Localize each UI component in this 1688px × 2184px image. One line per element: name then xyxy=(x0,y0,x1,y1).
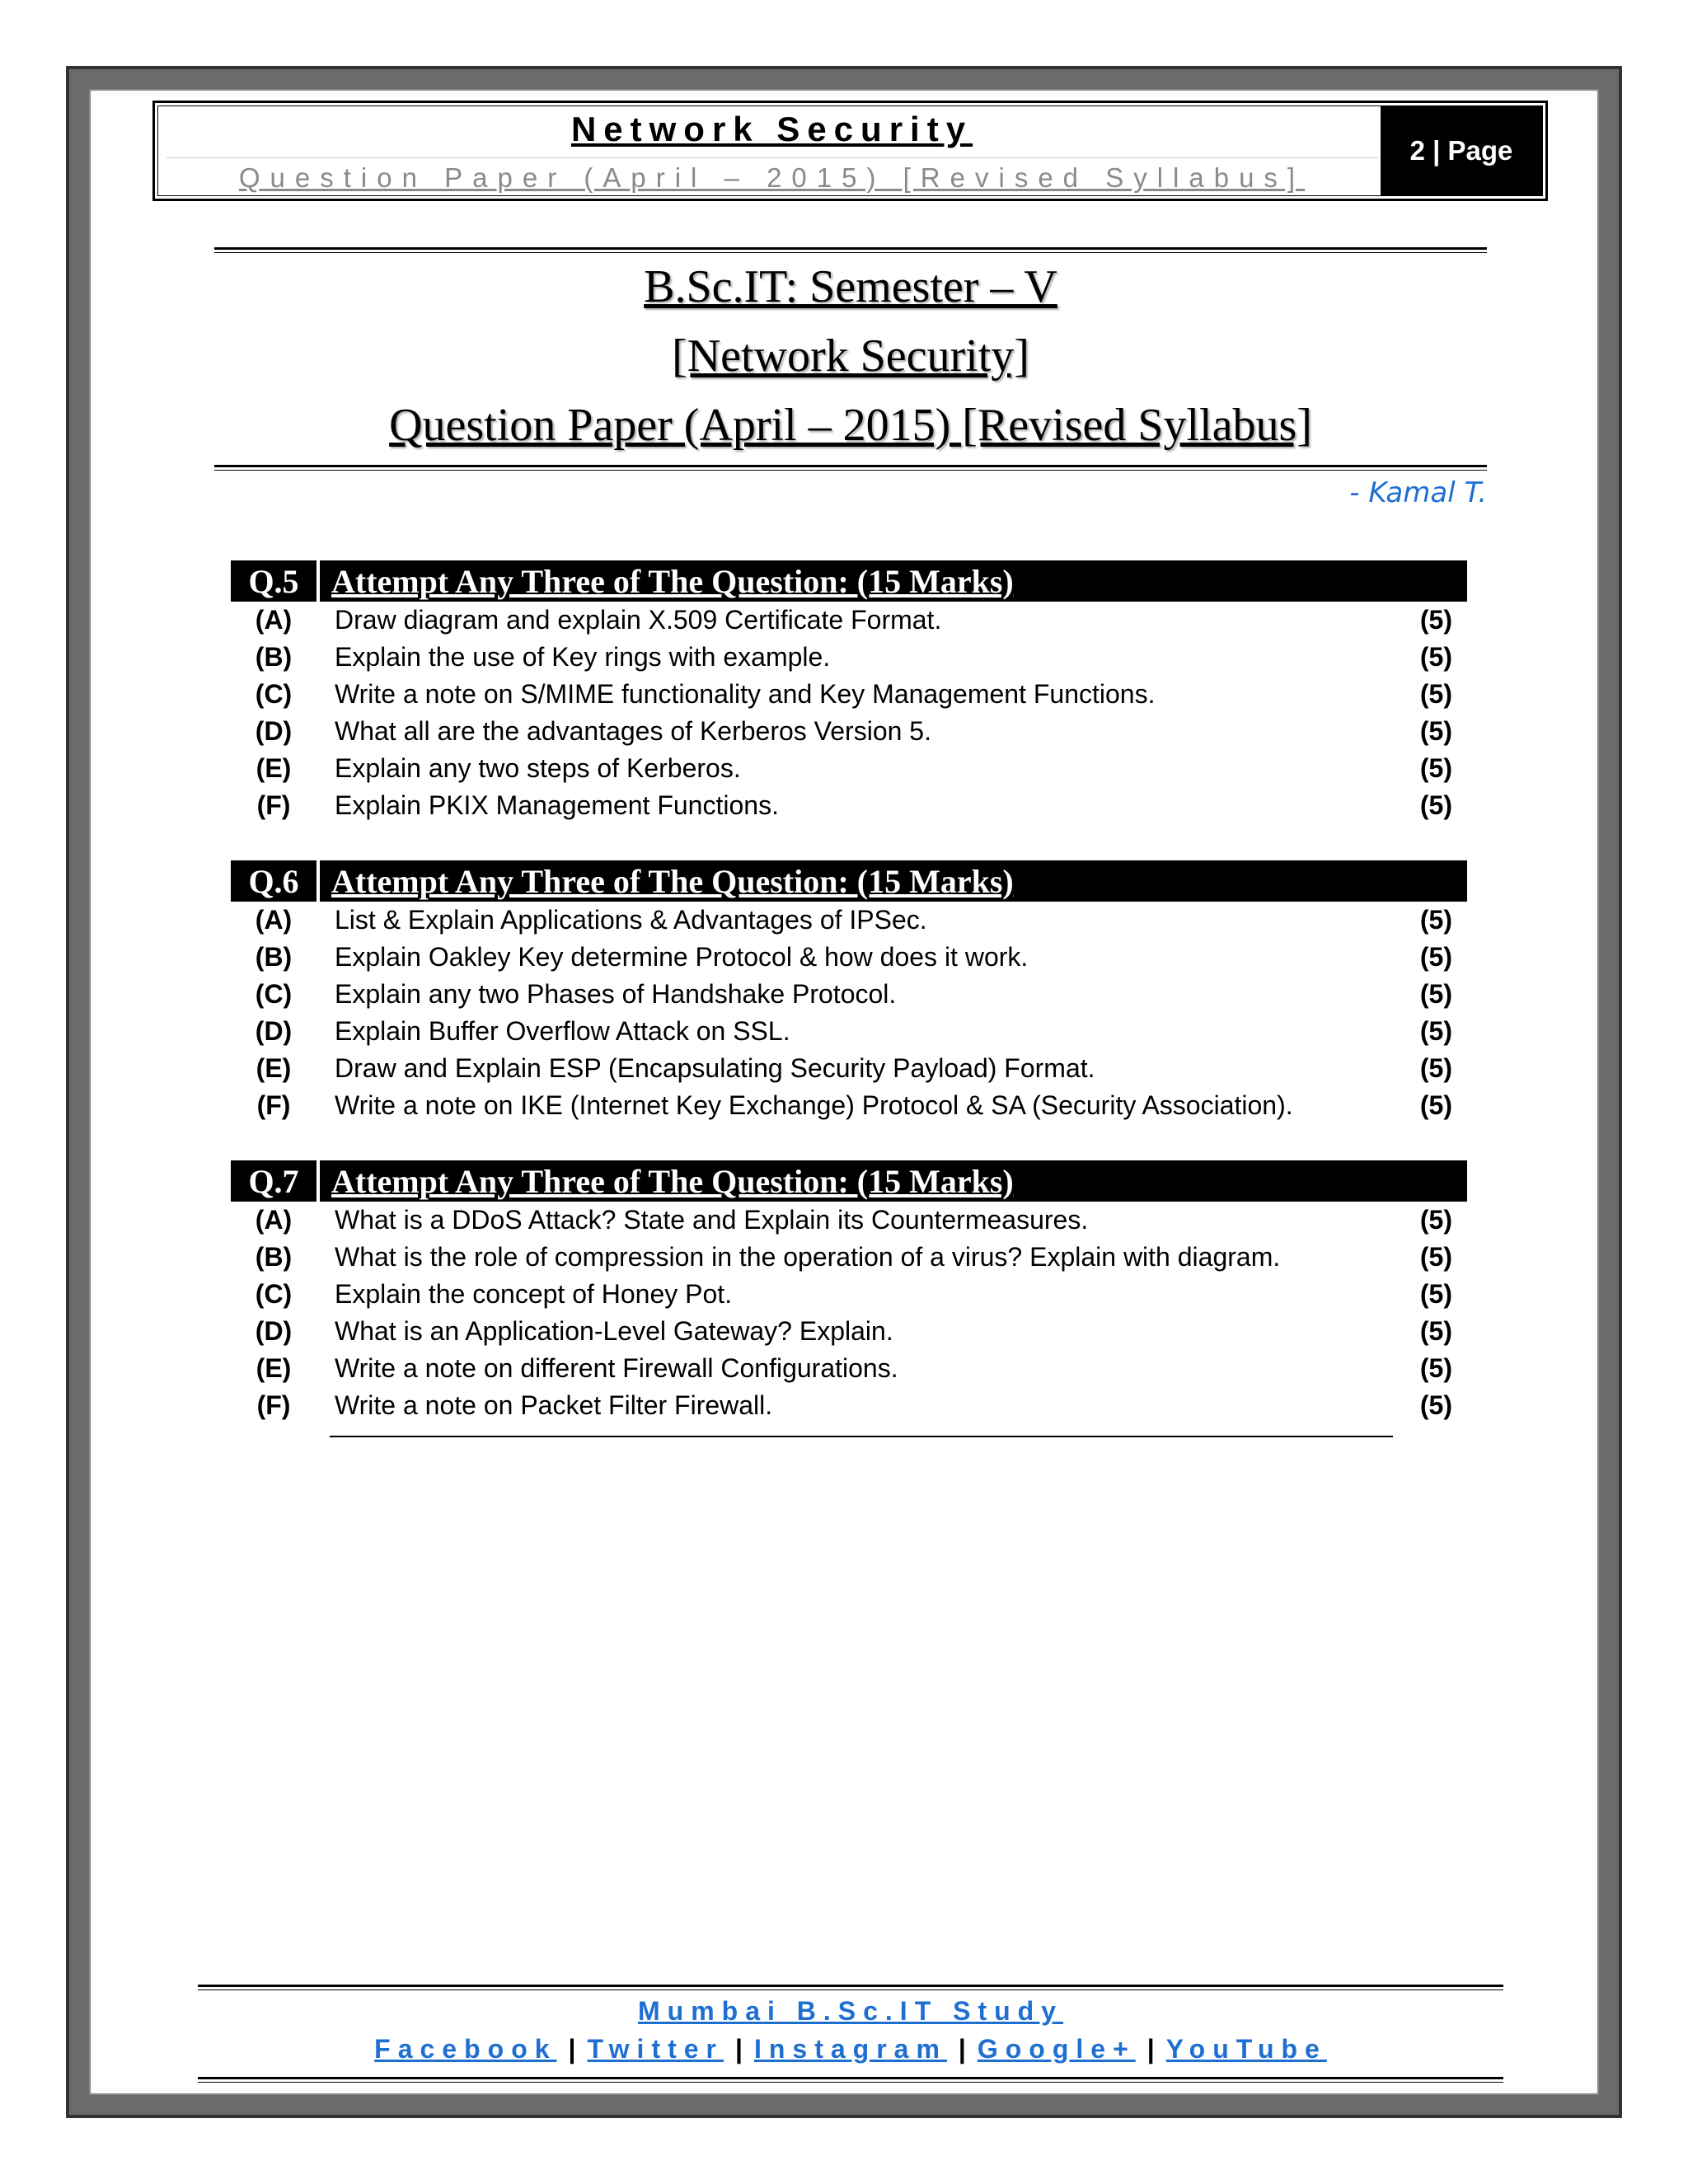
header-title: Network Security xyxy=(570,110,973,148)
question-text: What is an Application-Level Gateway? Explain. xyxy=(335,1316,893,1346)
header-divider xyxy=(166,157,1378,158)
question-marks: (5) xyxy=(1419,1316,1452,1346)
question-letter: (F) xyxy=(256,790,291,820)
question-marks: (5) xyxy=(1419,1090,1452,1120)
question-row xyxy=(231,976,1467,1013)
question-marks: (5) xyxy=(1419,979,1452,1009)
paper-title: Question Paper (April – 2015) [Revised Syllabus] xyxy=(389,400,1312,451)
footer-separator: | xyxy=(735,2034,743,2064)
running-header xyxy=(152,101,1548,201)
instagram-link[interactable]: Instagram xyxy=(753,2034,947,2064)
question-row xyxy=(231,1387,1467,1424)
question-text: What is the role of compression in the operation of a virus? Explain with diagram. xyxy=(335,1242,1281,1272)
footer-top-rule xyxy=(198,1985,1503,1990)
section-number: Q.5 xyxy=(231,560,320,602)
header-subtitle: Question Paper (April – 2015) [Revised Syllabus] xyxy=(238,162,1306,193)
question-text: Explain PKIX Management Functions. xyxy=(335,790,779,820)
section-instruction: Attempt Any Three of The Question: (15 Marks) xyxy=(331,1162,1014,1200)
facebook-link[interactable]: Facebook xyxy=(374,2034,557,2064)
footer-bottom-rule xyxy=(198,2077,1503,2083)
end-rule xyxy=(330,1436,1393,1437)
question-text: Explain the concept of Honey Pot. xyxy=(335,1279,733,1309)
question-row xyxy=(231,1050,1467,1087)
question-letter: (D) xyxy=(255,716,293,746)
footer-separator: | xyxy=(958,2034,966,2064)
question-marks: (5) xyxy=(1419,1242,1452,1272)
question-text: Draw and Explain ESP (Encapsulating Security Payload) Format. xyxy=(335,1053,1095,1083)
question-row xyxy=(231,1276,1467,1313)
page-content xyxy=(89,89,1599,2095)
question-marks: (5) xyxy=(1419,1053,1452,1083)
question-marks: (5) xyxy=(1419,1205,1452,1235)
question-marks: (5) xyxy=(1419,679,1452,709)
course-title: B.Sc.IT: Semester – V xyxy=(644,261,1057,312)
footer-brand: Mumbai B.Sc.IT Study xyxy=(637,1996,1064,2026)
question-letter: (D) xyxy=(255,1316,293,1346)
question-row xyxy=(231,1087,1467,1124)
question-letter: (E) xyxy=(256,1053,292,1083)
question-marks: (5) xyxy=(1419,642,1452,672)
question-marks: (5) xyxy=(1419,1279,1452,1309)
footer-separator: | xyxy=(568,2034,576,2064)
page-number-badge: 2 | Page xyxy=(1381,106,1542,195)
question-row xyxy=(231,602,1467,639)
question-letter: (F) xyxy=(256,1390,291,1420)
question-text: Explain the use of Key rings with example. xyxy=(335,642,831,672)
question-text: Explain any two steps of Kerberos. xyxy=(335,753,741,783)
question-letter: (D) xyxy=(255,1016,293,1046)
question-letter: (B) xyxy=(255,642,293,672)
question-marks: (5) xyxy=(1419,1016,1452,1046)
question-row xyxy=(231,1013,1467,1050)
question-text: What is a DDoS Attack? State and Explain its Countermeasures. xyxy=(335,1205,1089,1235)
footer-separator: | xyxy=(1146,2034,1155,2064)
question-text: Explain Oakley Key determine Protocol & how does it work. xyxy=(335,942,1029,972)
title-top-rule xyxy=(214,247,1487,253)
question-letter: (E) xyxy=(256,753,292,783)
question-section xyxy=(231,860,1467,1124)
question-marks: (5) xyxy=(1419,942,1452,972)
section-header xyxy=(231,860,1467,902)
question-text: Write a note on S/MIME functionality and Key Management Functions. xyxy=(335,679,1156,709)
question-row xyxy=(231,939,1467,976)
question-letter: (B) xyxy=(255,1242,293,1272)
question-marks: (5) xyxy=(1419,790,1452,820)
question-letter: (E) xyxy=(256,1353,292,1383)
question-text: List & Explain Applications & Advantages of IPSec. xyxy=(335,905,927,935)
footer-links xyxy=(91,2034,1611,2064)
section-number: Q.6 xyxy=(231,860,320,902)
question-letter: (F) xyxy=(256,1090,291,1120)
question-text: What all are the advantages of Kerberos Version 5. xyxy=(335,716,931,746)
section-number: Q.7 xyxy=(231,1160,320,1202)
question-row xyxy=(231,1350,1467,1387)
question-marks: (5) xyxy=(1419,753,1452,783)
question-text: Draw diagram and explain X.509 Certificate Format. xyxy=(335,605,942,635)
question-letter: (C) xyxy=(255,679,293,709)
question-letter: (A) xyxy=(255,605,293,635)
twitter-link[interactable]: Twitter xyxy=(587,2034,724,2064)
google-plus-link[interactable]: Google+ xyxy=(977,2034,1136,2064)
question-letter: (C) xyxy=(255,1279,293,1309)
youtube-link[interactable]: YouTube xyxy=(1165,2034,1327,2064)
author-signature: - Kamal T. xyxy=(1349,476,1487,509)
question-row xyxy=(231,787,1467,824)
question-text: Write a note on IKE (Internet Key Exchange) Protocol & SA (Security Association). xyxy=(335,1090,1293,1120)
question-text: Write a note on different Firewall Configurations. xyxy=(335,1353,898,1383)
question-marks: (5) xyxy=(1419,605,1452,635)
question-row xyxy=(231,676,1467,713)
question-letter: (A) xyxy=(255,1205,293,1235)
question-row xyxy=(231,750,1467,787)
page-frame xyxy=(66,66,1622,2118)
question-row xyxy=(231,639,1467,676)
question-letter: (B) xyxy=(255,942,293,972)
question-marks: (5) xyxy=(1419,1390,1452,1420)
section-instruction: Attempt Any Three of The Question: (15 Marks) xyxy=(331,562,1014,600)
subject-title: [Network Security] xyxy=(672,330,1029,382)
question-marks: (5) xyxy=(1419,1353,1452,1383)
question-row xyxy=(231,1313,1467,1350)
question-text: Write a note on Packet Filter Firewall. xyxy=(335,1390,773,1420)
question-letter: (C) xyxy=(255,979,293,1009)
question-row xyxy=(231,902,1467,939)
question-marks: (5) xyxy=(1419,716,1452,746)
question-row xyxy=(231,713,1467,750)
section-header xyxy=(231,1160,1467,1202)
question-marks: (5) xyxy=(1419,905,1452,935)
question-section xyxy=(231,1160,1467,1424)
question-text: Explain Buffer Overflow Attack on SSL. xyxy=(335,1016,790,1046)
question-letter: (A) xyxy=(255,905,293,935)
section-header xyxy=(231,560,1467,602)
question-text: Explain any two Phases of Handshake Protocol. xyxy=(335,979,897,1009)
question-row xyxy=(231,1202,1467,1239)
question-section xyxy=(231,560,1467,824)
question-row xyxy=(231,1239,1467,1276)
section-instruction: Attempt Any Three of The Question: (15 Marks) xyxy=(331,862,1014,900)
title-bottom-rule xyxy=(214,465,1487,471)
